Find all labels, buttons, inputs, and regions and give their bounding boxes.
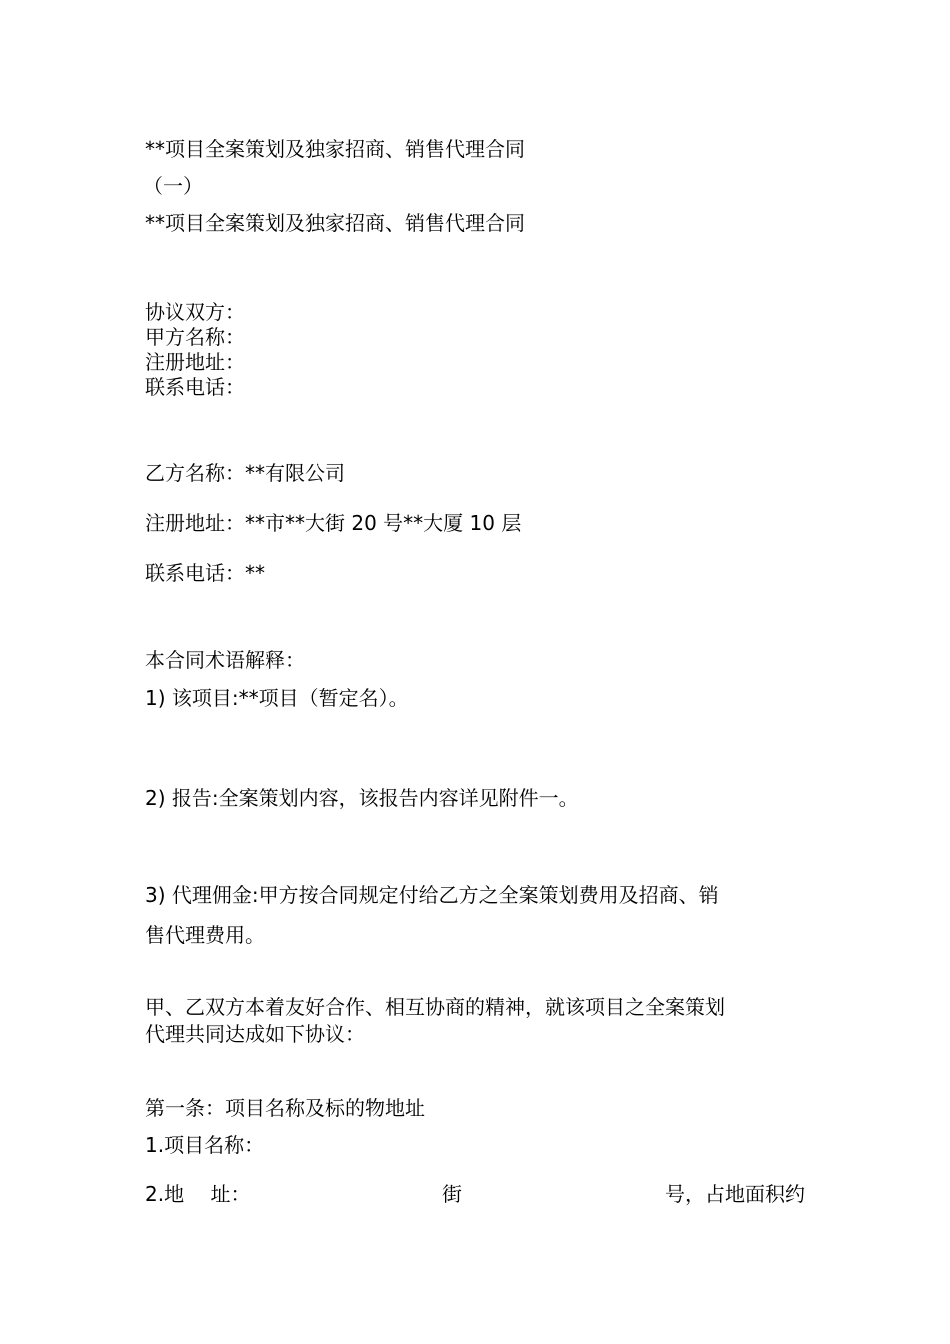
agreement-intro-line2: 代理共同达成如下协议： <box>145 1022 365 1046</box>
party-b-address: 注册地址：**市**大街 20 号**大厦 10 层 <box>145 511 522 535</box>
part-label: （一） <box>143 174 203 198</box>
party-b-phone: 联系电话：** <box>145 561 265 585</box>
address-street-label: 街 <box>442 1182 462 1206</box>
term-item-3-line2: 售代理费用。 <box>145 923 265 947</box>
agreement-intro-line1: 甲、乙双方本着友好合作、相互协商的精神，就该项目之全案策划 <box>145 995 725 1019</box>
document-title: **项目全案策划及独家招商、销售代理合同 <box>145 137 525 161</box>
party-a-phone: 联系电话： <box>145 375 245 399</box>
term-item-2: 2) 报告:全案策划内容，该报告内容详见附件一。 <box>145 786 579 810</box>
party-a-address: 注册地址： <box>145 350 245 374</box>
project-name-item: 1.项目名称： <box>145 1133 265 1157</box>
party-a-name: 甲方名称： <box>145 325 245 349</box>
address-number-area: 号，占地面积约 <box>665 1182 805 1206</box>
article-1-heading: 第一条：项目名称及标的物地址 <box>145 1096 425 1120</box>
address-item <box>145 1181 805 1209</box>
term-item-3-line1: 3) 代理佣金:甲方按合同规定付给乙方之全案策划费用及招商、销 <box>145 883 719 907</box>
terms-heading: 本合同术语解释： <box>145 648 305 672</box>
parties-heading: 协议双方： <box>145 300 245 324</box>
term-item-1: 1) 该项目:**项目（暂定名）。 <box>145 686 409 710</box>
document-subtitle: **项目全案策划及独家招商、销售代理合同 <box>145 211 525 235</box>
party-b-name: 乙方名称：**有限公司 <box>145 461 345 485</box>
address-label: 2.地 址： <box>145 1182 251 1206</box>
